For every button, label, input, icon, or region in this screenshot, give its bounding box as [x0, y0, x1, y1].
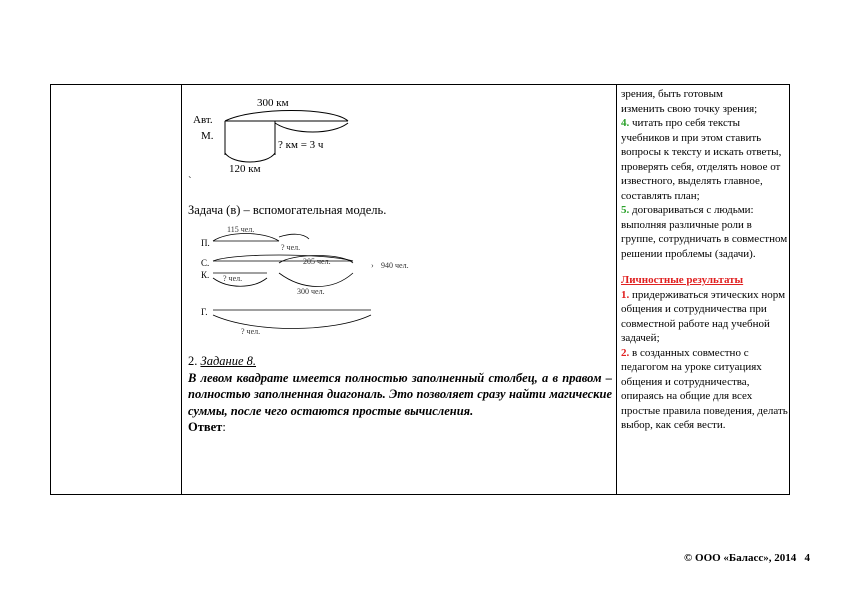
item-4	[621, 116, 789, 203]
diagram-a-row1-label: Авт.	[193, 114, 213, 126]
personal-results-heading: Личностные результаты	[621, 274, 744, 286]
task-8-heading-text: Задание 8.	[200, 354, 257, 368]
task-8-heading-num: 2.	[188, 354, 198, 368]
personal-item-2-num: 2.	[621, 346, 630, 359]
middle-column	[183, 85, 615, 494]
task-8-answer-colon: :	[222, 420, 226, 434]
right-line-1: зрения, быть готовым	[621, 88, 723, 100]
task-8-heading	[188, 353, 612, 370]
diagram-a-question-label: ? км = 3 ч	[278, 139, 324, 151]
diagram-b-row-g: Г.	[201, 307, 208, 317]
diagram-a-question-brace	[275, 123, 348, 132]
column-divider-right	[616, 85, 617, 494]
stray-mark: ˋ	[188, 175, 192, 187]
personal-item-1-num: 1.	[621, 288, 630, 301]
diagram-b-q1-label: ? чел.	[281, 243, 301, 252]
item-4-num: 4.	[621, 117, 630, 129]
page-footer	[684, 552, 810, 564]
task-8-block	[188, 353, 612, 436]
personal-item-2	[621, 346, 789, 433]
right-line-2: изменить свою точку зрения;	[621, 102, 758, 115]
spacer	[621, 261, 789, 273]
right-column	[621, 87, 789, 433]
task-8-body: В левом квадрате имеется полностью заполненный столбец, а в правом – полностью заполненная диагональ. Это позволяет сразу найти магические суммы, после чего остаются простые вычисления.	[188, 370, 612, 418]
diagram-b-q1-brace	[279, 234, 309, 239]
diagram-b-row-p: П.	[201, 238, 210, 248]
personal-item-1-text: придерживаться этических норм общения и сотрудничества при совместной работе над учебной задачей;	[621, 288, 786, 344]
people-diagram	[183, 223, 443, 339]
item-5-num: 5.	[621, 204, 630, 216]
item-5-text: договариваться с людьми: выполняя различные роли в группе, сотрудничать в совместном решении проблемы (задачи).	[621, 204, 788, 260]
footer-copyright: © ООО «Баласс», 2014	[684, 552, 797, 564]
diagram-a-top-brace	[225, 111, 348, 122]
diagram-a-bottom-brace	[225, 153, 275, 162]
diagram-b-total-arrow: ›	[371, 261, 374, 270]
content-table	[50, 84, 790, 495]
diagram-b-bottom-brace	[279, 273, 353, 287]
personal-item-2-text: в созданных совместно с педагогом на уроке ситуациях общения и сотрудничества, опираясь на общие для всех простые правила поведения, делать выбор, как себя вести.	[621, 346, 788, 431]
item-5	[621, 203, 789, 261]
diagram-b-mid-label: 205 чел.	[303, 257, 331, 266]
diagram-b-total-label: 940 чел.	[381, 261, 409, 270]
diagram-b-row-k: К.	[201, 270, 210, 280]
diagram-a-row2-label: М.	[201, 130, 214, 142]
task-8-answer	[188, 419, 612, 436]
diagram-b-q2-label: ? чел.	[223, 274, 243, 283]
diagram-a-top-label: 300 км	[257, 97, 289, 109]
personal-item-1	[621, 288, 789, 346]
diagram-b-q3-brace	[213, 315, 371, 329]
diagram-b-bottom-label: 300 чел.	[297, 287, 325, 296]
diagram-b-top-label: 115 чел.	[227, 225, 255, 234]
diagram-b-row-s: С.	[201, 258, 210, 268]
diagram-b-q3-label: ? чел.	[241, 327, 261, 336]
page-number: 4	[804, 552, 810, 564]
item-4-text: читать про себя тексты учебников и при этом ставить вопросы к тексту и искать ответы, проверять себя, отделять новое от известного, выделять главное, составлять план;	[621, 117, 782, 202]
diagram-b-top-brace	[213, 234, 279, 242]
distance-diagram	[183, 93, 383, 178]
task-8-answer-label: Ответ	[188, 420, 223, 434]
column-divider-left	[181, 85, 182, 494]
task-b-title: Задача (в) – вспомогательная модель.	[188, 203, 387, 217]
diagram-a-bottom-label: 120 км	[229, 163, 261, 175]
